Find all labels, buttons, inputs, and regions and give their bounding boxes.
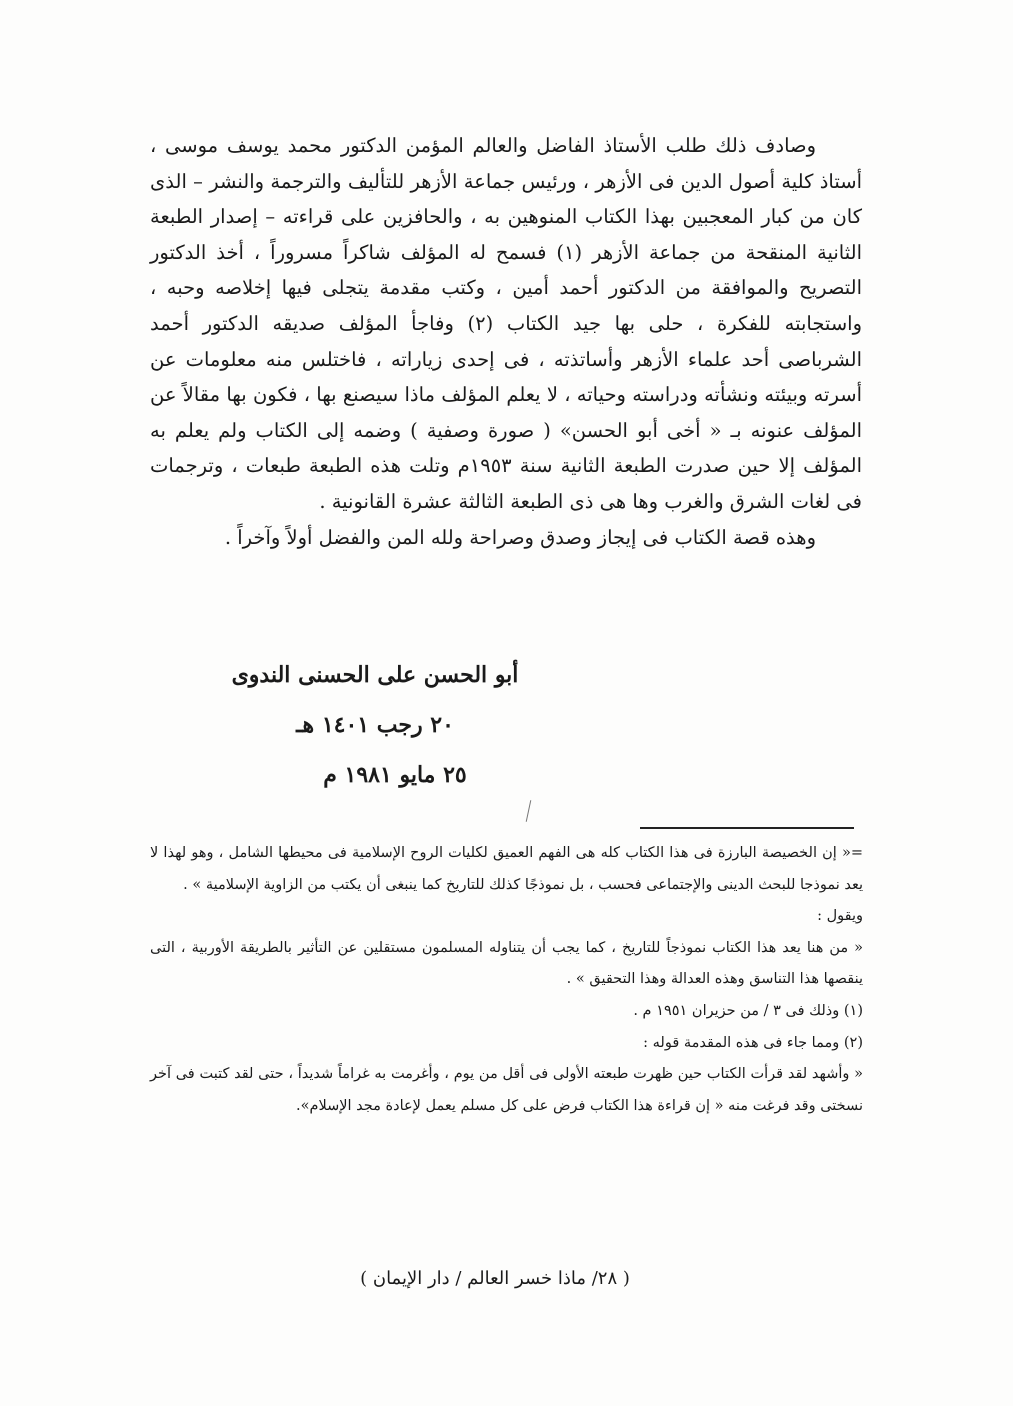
author-signature: أبو الحسن على الحسنى الندوى: [231, 662, 519, 688]
main-text-block: [150, 128, 862, 555]
scan-mark: [526, 800, 532, 822]
footnote-2: (٢) ومما جاء فى هذه المقدمة قوله :: [643, 1034, 863, 1051]
gregorian-date: ٢٥ مايو ١٩٨١ م: [323, 762, 467, 788]
footnote-2-quote: « وأشهد لقد قرأت الكتاب حين ظهرت طبعته الأولى فى أقل من يوم ، وأغرمت به غراماً شديداً ، حتى لقد كتبت فى آخر نسختى وقد فرغت منه « إن قراءة هذا الكتاب فرض على كل مسلم يعمل لإعادة مجد الإسلام».: [150, 1066, 863, 1114]
footnote-1: (١) وذلك فى ٣ / من حزيران ١٩٥١ م .: [633, 1002, 863, 1019]
footnote-says: ويقول :: [817, 908, 863, 925]
footnote-quote: « من هنا يعد هذا الكتاب نموذجاً للتاريخ ، كما يجب أن يتناوله المسلمون مستقلين عن التأثير بالطريقة الأوربية ، التى ينقصها هذا التناسق وهذه العدالة وهذا التحقيق » .: [150, 939, 863, 988]
footnote-continuation: =« إن الخصيصة البارزة فى هذا الكتاب كله هى الفهم العميق لكليات الروح الإسلامية فى محيطها الشامل ، وهو لهذا لا يعد نموذجا للبحث الدينى والإجتماعى فحسب ، بل نموذجًا كذلك للتاريخ كما ينبغى أن يكتب من الزاوية الإسلامية » .: [150, 845, 863, 893]
footnote-separator: [640, 827, 854, 829]
body-paragraph-2: وهذه قصة الكتاب فى إيجاز وصدق وصراحة ولله المن والفضل أولاً وآخراً .: [224, 525, 816, 549]
page-footer: ( ٢٨/ ماذا خسر العالم / دار الإيمان ): [360, 1268, 630, 1289]
body-paragraph-1: وصادف ذلك طلب الأستاذ الفاضل والعالم المؤمن الدكتور محمد يوسف موسى ، أستاذ كلية أصول الدين فى الأزهر ، ورئيس جماعة الأزهر للتأليف والترجمة والنشر – الذى كان من كبار المعجبين بهذا الكتاب المنوهين به ، والحافزين على قراءته – إصدار الطبعة الثانية المنقحة من جماعة الأزهر (١) فسمح له المؤلف شاكراً مسروراً ، أخذ الدكتور التصريح والموافقة من الدكتور أحمد أمين ، وكتب مقدمة يتجلى فيها إخلاصه وحبه ، واستجابته للفكرة ، حلى بها جيد الكتاب (٢) وفاجأ المؤلف صديقه الدكتور أحمد الشرباصى أحد علماء الأزهر وأساتذته ، فى إحدى زياراته ، فاختلس منه معلومات عن أسرته وبيئته ونشأته ودراسته وحياته ، لا يعلم المؤلف ماذا سيصنع بها ، فكون بها مقالاً عن المؤلف عنونه بـ « أخى أبو الحسن» ( صورة وصفية ) وضمه إلى الكتاب ولم يعلم به المؤلف إلا حين صدرت الطبعة الثانية سنة ١٩٥٣م وتلت هذه الطبعة طبعات ، وترجمات فى لغات الشرق والغرب وها هى ذى الطبعة الثالثة عشرة القانونية .: [150, 134, 862, 513]
footnotes-block: [150, 838, 863, 1122]
hijri-date: ٢٠ رجب ١٤٠١ هـ: [296, 712, 454, 738]
